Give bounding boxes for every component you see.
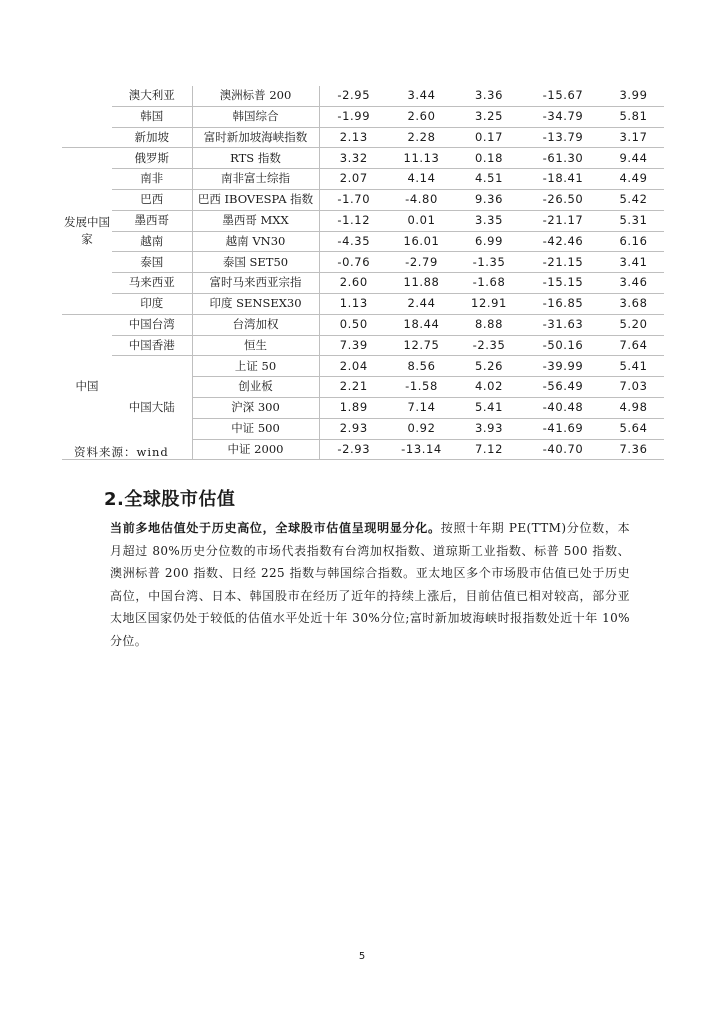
country-cell: 泰国 <box>112 252 192 273</box>
value-cell-v1: 7.39 <box>319 335 388 356</box>
value-cell-v5: 3.41 <box>603 252 664 273</box>
value-cell-v3: 8.88 <box>455 314 523 335</box>
value-cell-v5: 4.49 <box>603 169 664 190</box>
value-cell-v5: 5.42 <box>603 189 664 210</box>
table-row <box>62 231 664 252</box>
value-cell-v3: 12.91 <box>455 293 523 314</box>
country-cell: 澳大利亚 <box>112 86 192 106</box>
value-cell-v5: 5.41 <box>603 356 664 377</box>
table-row <box>62 252 664 273</box>
country-cell: 墨西哥 <box>112 210 192 231</box>
group-cell <box>62 86 112 148</box>
table-row <box>62 189 664 210</box>
value-cell-v4: -13.79 <box>523 127 603 148</box>
value-cell-v3: 4.51 <box>455 169 523 190</box>
page-number: 5 <box>358 951 366 962</box>
value-cell-v5: 3.46 <box>603 273 664 294</box>
value-cell-v2: 0.92 <box>388 418 455 439</box>
country-cell: 新加坡 <box>112 127 192 148</box>
value-cell-v3: 3.25 <box>455 106 523 127</box>
value-cell-v2: 8.56 <box>388 356 455 377</box>
value-cell-v2: -1.58 <box>388 377 455 398</box>
value-cell-v1: -2.95 <box>319 86 388 106</box>
value-cell-v2: 2.44 <box>388 293 455 314</box>
value-cell-v2: 12.75 <box>388 335 455 356</box>
value-cell-v4: -21.17 <box>523 210 603 231</box>
value-cell-v4: -15.67 <box>523 86 603 106</box>
value-cell-v5: 5.64 <box>603 418 664 439</box>
table-row <box>62 106 664 127</box>
value-cell-v5: 3.68 <box>603 293 664 314</box>
value-cell-v5: 3.17 <box>603 127 664 148</box>
value-cell-v4: -56.49 <box>523 377 603 398</box>
value-cell-v5: 7.03 <box>603 377 664 398</box>
value-cell-v2: 2.28 <box>388 127 455 148</box>
index-cell: 墨西哥 MXX <box>192 210 319 231</box>
table-row <box>62 127 664 148</box>
value-cell-v1: 2.04 <box>319 356 388 377</box>
index-cell: 印度 SENSEX30 <box>192 293 319 314</box>
section-paragraph <box>110 517 630 652</box>
country-cell: 中国香港 <box>112 335 192 356</box>
value-cell-v3: -1.68 <box>455 273 523 294</box>
value-cell-v2: 16.01 <box>388 231 455 252</box>
index-cell: 越南 VN30 <box>192 231 319 252</box>
index-cell: 富时马来西亚宗指 <box>192 273 319 294</box>
value-cell-v1: 2.07 <box>319 169 388 190</box>
value-cell-v3: 0.18 <box>455 148 523 169</box>
value-cell-v3: -2.35 <box>455 335 523 356</box>
paragraph-body: 按照十年期 PE(TTM)分位数，本月超过 80%历史分位数的市场代表指数有台湾加权指数、道琼斯工业指数、标普 500 指数、澳洲标普 200 指数、日经 225 指数与韩国综合指数。亚太地区多个市场股市估值已处于历史高位，中国台湾、日本、韩国股市在经历了近年的持续上涨后，目前估值已相对较高，部分亚太地区国家仍处于较低的估值水平处近十年 30%分位;富时新加坡海峡时报指数处近十年 10%分位。 <box>110 521 631 648</box>
value-cell-v1: 2.21 <box>319 377 388 398</box>
value-cell-v4: -61.30 <box>523 148 603 169</box>
value-cell-v4: -34.79 <box>523 106 603 127</box>
table-row <box>62 335 664 356</box>
value-cell-v2: 0.01 <box>388 210 455 231</box>
value-cell-v1: 1.13 <box>319 293 388 314</box>
value-cell-v5: 7.36 <box>603 439 664 460</box>
value-cell-v1: 0.50 <box>319 314 388 335</box>
table-row <box>62 210 664 231</box>
table-row <box>62 293 664 314</box>
value-cell-v1: 3.32 <box>319 148 388 169</box>
value-cell-v5: 5.81 <box>603 106 664 127</box>
country-cell: 俄罗斯 <box>112 148 192 169</box>
market-table-body <box>62 86 664 460</box>
value-cell-v3: 9.36 <box>455 189 523 210</box>
value-cell-v3: 3.36 <box>455 86 523 106</box>
value-cell-v4: -40.48 <box>523 397 603 418</box>
group-cell: 发展中国家 <box>62 148 112 314</box>
value-cell-v3: 7.12 <box>455 439 523 460</box>
value-cell-v2: 7.14 <box>388 397 455 418</box>
table-row <box>62 169 664 190</box>
value-cell-v3: 5.41 <box>455 397 523 418</box>
value-cell-v2: 11.13 <box>388 148 455 169</box>
value-cell-v1: 2.13 <box>319 127 388 148</box>
index-cell: 泰国 SET50 <box>192 252 319 273</box>
value-cell-v5: 9.44 <box>603 148 664 169</box>
value-cell-v3: 6.99 <box>455 231 523 252</box>
value-cell-v2: 4.14 <box>388 169 455 190</box>
value-cell-v2: -13.14 <box>388 439 455 460</box>
value-cell-v1: -1.70 <box>319 189 388 210</box>
value-cell-v4: -41.69 <box>523 418 603 439</box>
value-cell-v5: 4.98 <box>603 397 664 418</box>
table-row <box>62 314 664 335</box>
index-cell: RTS 指数 <box>192 148 319 169</box>
value-cell-v2: 11.88 <box>388 273 455 294</box>
value-cell-v1: -1.99 <box>319 106 388 127</box>
section-heading: 2.全球股市估值 <box>104 489 236 510</box>
value-cell-v3: 3.93 <box>455 418 523 439</box>
country-cell: 马来西亚 <box>112 273 192 294</box>
value-cell-v2: -2.79 <box>388 252 455 273</box>
index-cell: 澳洲标普 200 <box>192 86 319 106</box>
index-cell: 恒生 <box>192 335 319 356</box>
value-cell-v4: -39.99 <box>523 356 603 377</box>
value-cell-v5: 7.64 <box>603 335 664 356</box>
index-cell: 台湾加权 <box>192 314 319 335</box>
value-cell-v5: 5.31 <box>603 210 664 231</box>
value-cell-v3: -1.35 <box>455 252 523 273</box>
index-cell: 富时新加坡海峡指数 <box>192 127 319 148</box>
value-cell-v3: 3.35 <box>455 210 523 231</box>
index-cell: 沪深 300 <box>192 397 319 418</box>
value-cell-v4: -42.46 <box>523 231 603 252</box>
value-cell-v1: -4.35 <box>319 231 388 252</box>
index-cell: 巴西 IBOVESPA 指数 <box>192 189 319 210</box>
value-cell-v5: 5.20 <box>603 314 664 335</box>
index-cell: 南非富士综指 <box>192 169 319 190</box>
value-cell-v4: -40.70 <box>523 439 603 460</box>
value-cell-v4: -50.16 <box>523 335 603 356</box>
country-cell: 巴西 <box>112 189 192 210</box>
value-cell-v5: 6.16 <box>603 231 664 252</box>
value-cell-v1: -1.12 <box>319 210 388 231</box>
value-cell-v2: 18.44 <box>388 314 455 335</box>
value-cell-v3: 4.02 <box>455 377 523 398</box>
index-cell: 中证 500 <box>192 418 319 439</box>
table-row <box>62 273 664 294</box>
country-cell: 韩国 <box>112 106 192 127</box>
value-cell-v4: -18.41 <box>523 169 603 190</box>
value-cell-v1: -2.93 <box>319 439 388 460</box>
country-cell: 中国台湾 <box>112 314 192 335</box>
country-cell: 印度 <box>112 293 192 314</box>
value-cell-v1: 2.93 <box>319 418 388 439</box>
value-cell-v4: -31.63 <box>523 314 603 335</box>
country-cell: 南非 <box>112 169 192 190</box>
table-row <box>62 86 664 106</box>
index-cell: 中证 2000 <box>192 439 319 460</box>
country-cell: 越南 <box>112 231 192 252</box>
value-cell-v2: 3.44 <box>388 86 455 106</box>
market-table <box>62 86 664 460</box>
paragraph-lead: 当前多地估值处于历史高位，全球股市估值呈现明显分化。 <box>110 521 441 535</box>
value-cell-v1: -0.76 <box>319 252 388 273</box>
index-cell: 韩国综合 <box>192 106 319 127</box>
index-cell: 创业板 <box>192 377 319 398</box>
value-cell-v2: -4.80 <box>388 189 455 210</box>
value-cell-v4: -21.15 <box>523 252 603 273</box>
value-cell-v4: -16.85 <box>523 293 603 314</box>
value-cell-v3: 5.26 <box>455 356 523 377</box>
value-cell-v5: 3.99 <box>603 86 664 106</box>
index-cell: 上证 50 <box>192 356 319 377</box>
source-note: 资料来源：wind <box>74 445 169 459</box>
value-cell-v2: 2.60 <box>388 106 455 127</box>
value-cell-v1: 2.60 <box>319 273 388 294</box>
value-cell-v1: 1.89 <box>319 397 388 418</box>
value-cell-v4: -26.50 <box>523 189 603 210</box>
value-cell-v4: -15.15 <box>523 273 603 294</box>
table-row <box>62 148 664 169</box>
country-cell: 中国大陆 <box>112 356 192 460</box>
group-cell: 中国 <box>62 314 112 460</box>
table-row <box>62 356 664 377</box>
value-cell-v3: 0.17 <box>455 127 523 148</box>
